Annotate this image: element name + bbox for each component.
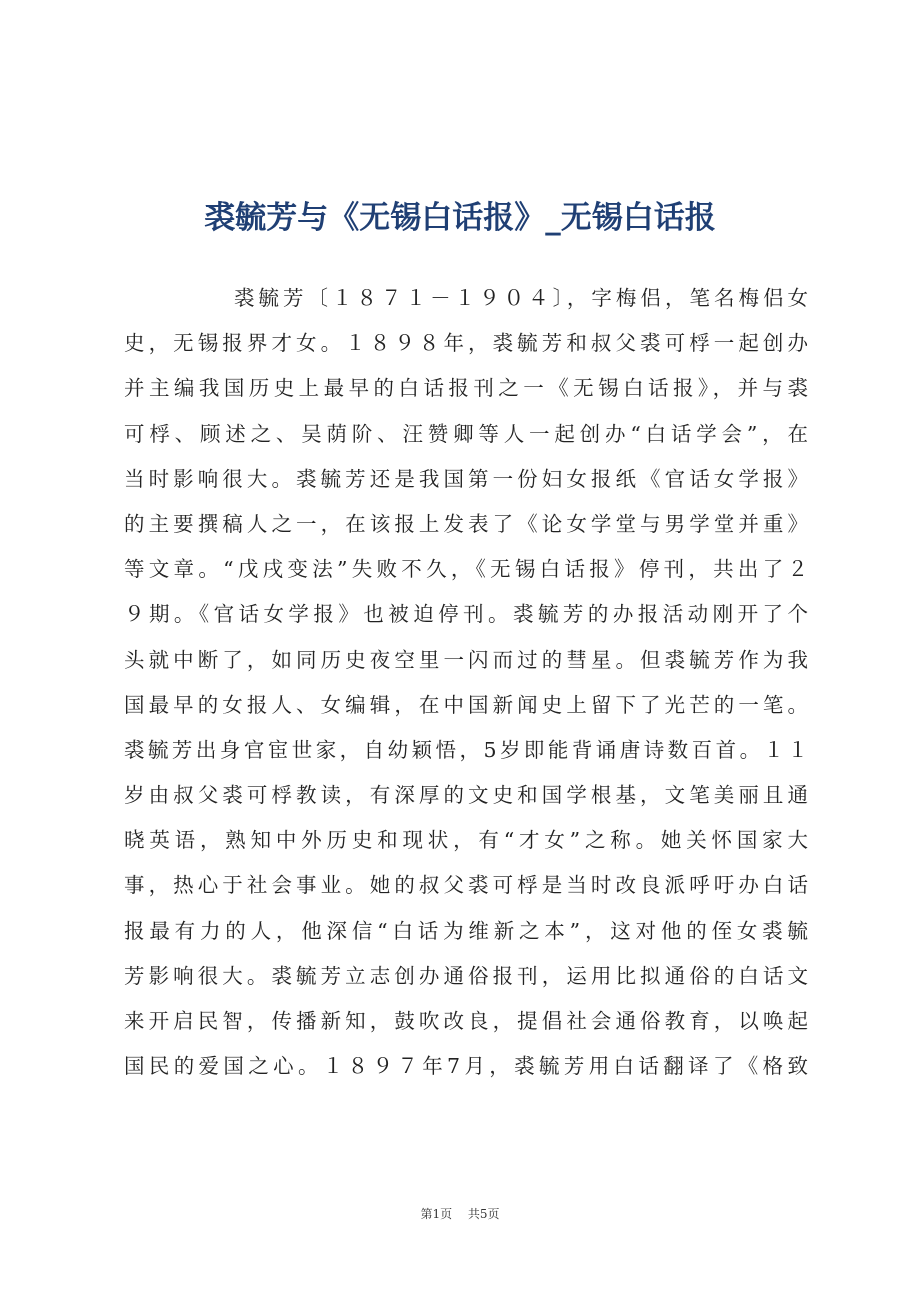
body-line: 的主要撰稿人之一，在该报上发表了《论女学堂与男学堂并重》 [124, 511, 808, 536]
document-body [124, 276, 808, 1089]
page-total: 共5页 [467, 1207, 500, 1221]
body-line: ９期。《官话女学报》也被迫停刊。裘毓芳的办报活动刚开了个 [124, 602, 808, 627]
body-line: 岁由叔父裘可桴教读，有深厚的文史和国学根基，文笔美丽且通 [124, 783, 808, 808]
body-line: 报最有力的人，他深信“白话为维新之本”，这对他的侄女裘毓 [124, 918, 808, 943]
body-line: 事，热心于社会事业。她的叔父裘可桴是当时改良派呼吁办白话 [124, 873, 808, 898]
page-number: 第1页 [420, 1207, 453, 1221]
body-line: 并主编我国历史上最早的白话报刊之一《无锡白话报》，并与裘 [124, 376, 808, 401]
body-line: 头就中断了，如同历史夜空里一闪而过的彗星。但裘毓芳作为我 [124, 647, 808, 672]
page-footer [0, 1205, 920, 1222]
body-line: 等文章。“戊戌变法”失败不久，《无锡白话报》停刊，共出了２ [124, 557, 808, 582]
body-line: 当时影响很大。裘毓芳还是我国第一份妇女报纸《官话女学报》 [124, 466, 808, 491]
body-line: 史，无锡报界才女。１８９８年，裘毓芳和叔父裘可桴一起创办 [124, 331, 808, 356]
document-title: 裘毓芳与《无锡白话报》_无锡白话报 [204, 200, 716, 236]
body-line: 来开启民智，传播新知，鼓吹改良，提倡社会通俗教育，以唤起 [124, 1009, 808, 1033]
body-line: 芳影响很大。裘毓芳立志创办通俗报刊，运用比拟通俗的白话文 [124, 963, 808, 988]
body-line: 可桴、顾述之、吴荫阶、汪赞卿等人一起创办“白话学会”，在 [124, 421, 808, 446]
body-line: 裘毓芳出身官宦世家，自幼颖悟，5岁即能背诵唐诗数百首。１１ [124, 737, 808, 762]
body-line: 晓英语，熟知中外历史和现状，有“才女”之称。她关怀国家大 [124, 828, 808, 853]
body-line: 国民的爱国之心。１８９７年7月，裘毓芳用白话翻译了《格致 [124, 1054, 808, 1079]
body-line: 裘毓芳〔１８７１－１９０４〕，字梅侣，笔名梅侣女 [234, 286, 808, 310]
body-line: 国最早的女报人、女编辑，在中国新闻史上留下了光芒的一笔。 [124, 692, 808, 717]
